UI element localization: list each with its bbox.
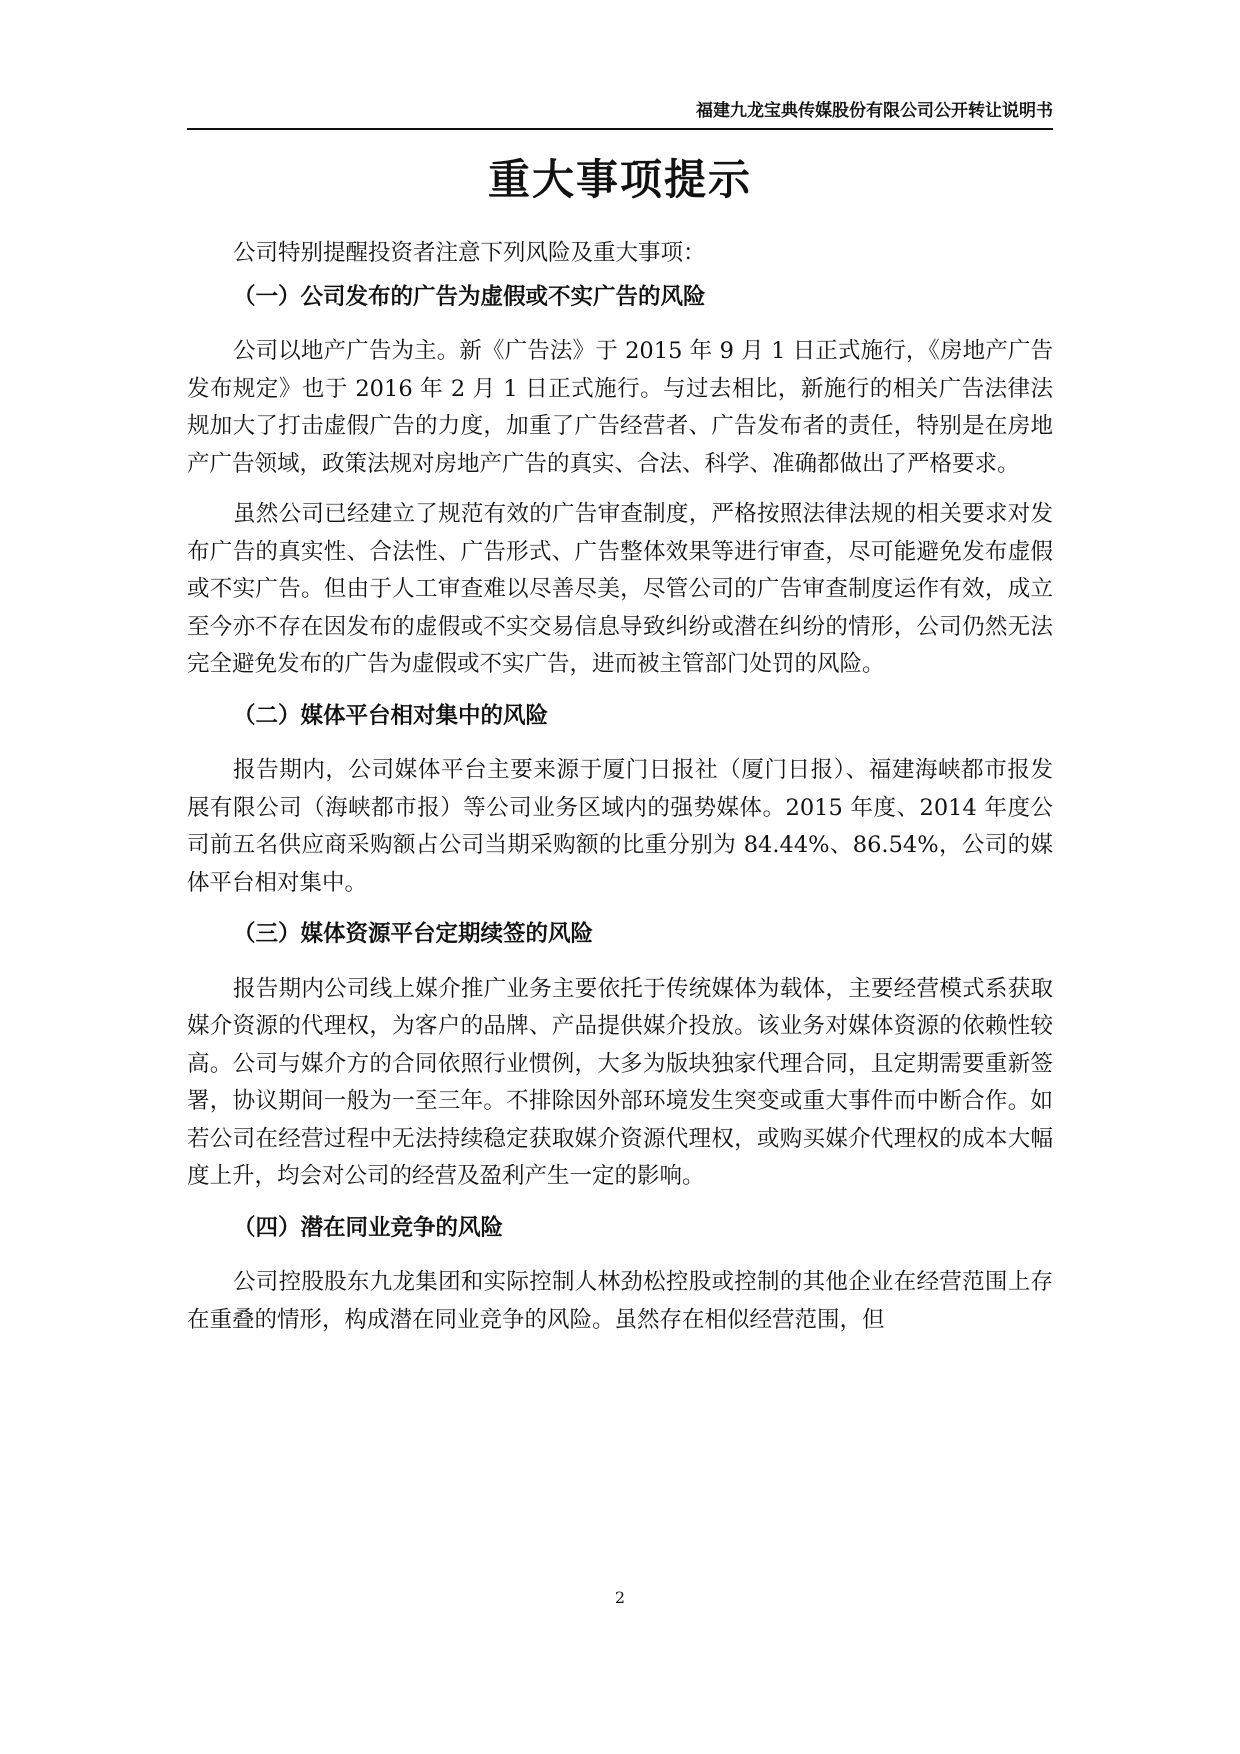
section-heading-2: （二）媒体平台相对集中的风险 [233,702,549,729]
page-title: 重大事项提示 [487,155,752,204]
section-4-paragraph-1: 公司控股股东九龙集团和实际控制人林劲松控股或控制的其他企业在经营范围上存在重叠的情形，构成潜在同业竞争的风险。虽然存在相似经营范围，但 [187,1269,1053,1333]
section-1-paragraph-1: 公司以地产广告为主。新《广告法》于 2015 年 9 月 1 日正式施行，《房地产广告发布规定》也于 2016 年 2 月 1 日正式施行。与过去相比，新施行的相关广告法律法规加大了打击虚假广告的力度，加重了广告经营者、广告发布者的责任，特别是在房地产广告领域，政策法规对房地产广告的真实、合法、科学、准确都做出了严格要求。 [187,338,1053,477]
section-1-paragraph-2: 虽然公司已经建立了规范有效的广告审查制度，严格按照法律法规的相关要求对发布广告的真实性、合法性、广告形式、广告整体效果等进行审查，尽可能避免发布虚假或不实广告。但由于人工审查难以尽善尽美，尽管公司的广告审查制度运作有效，成立至今亦不存在因发布的虚假或不实交易信息导致纠纷或潜在纠纷的情形，公司仍然无法完全避免发布的广告为虚假或不实广告，进而被主管部门处罚的风险。 [187,501,1053,677]
page-header [187,100,1053,130]
page-number: 2 [614,1588,626,1607]
document-body [187,235,1053,1339]
section-heading-4: （四）潜在同业竞争的风险 [233,1214,504,1241]
section-3-paragraph-1: 报告期内公司线上媒介推广业务主要依托于传统媒体为载体，主要经营模式系获取媒介资源的代理权，为客户的品牌、产品提供媒介投放。该业务对媒体资源的依赖性较高。公司与媒介方的合同依照行业惯例，大多为版块独家代理合同，且定期需要重新签署，协议期间一般为一至三年。不排除因外部环境发生突变或重大事件而中断合作。如若公司在经营过程中无法持续稳定获取媒介资源代理权，或购买媒介代理权的成本大幅度上升，均会对公司的经营及盈利产生一定的影响。 [187,975,1053,1189]
section-heading-3: （三）媒体资源平台定期续签的风险 [233,921,594,947]
section-heading-1: （一）公司发布的广告为虚假或不实广告的风险 [233,283,706,310]
intro-paragraph: 公司特别提醒投资者注意下列风险及重大事项： [233,240,706,266]
header-text: 福建九龙宝典传媒股份有限公司公开转让说明书 [696,101,1053,121]
section-2-paragraph-1: 报告期内，公司媒体平台主要来源于厦门日报社（厦门日报）、福建海峡都市报发展有限公司（海峡都市报）等公司业务区域内的强势媒体。2015 年度、2014 年度公司前五名供应商采购额占公司当期采购额的比重分别为 84.44%、86.54%，公司的媒体平台相对集中。 [187,757,1053,896]
